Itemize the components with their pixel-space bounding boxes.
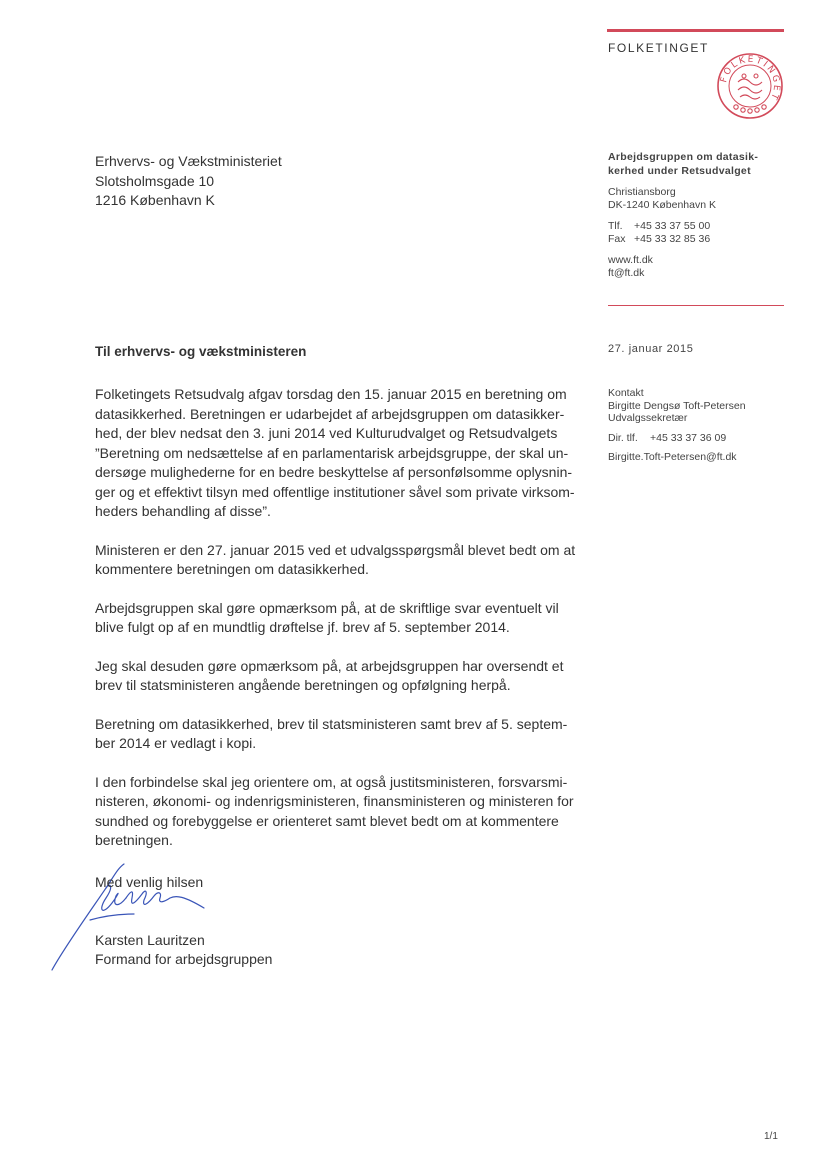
- header-accent-bar: [607, 29, 784, 32]
- sender-address-line2: DK-1240 København K: [608, 199, 716, 211]
- folketinget-seal-icon: [716, 52, 784, 120]
- signatory-name: Karsten Lauritzen: [95, 931, 205, 948]
- letter-paragraph: Arbejdsgruppen skal gøre opmærksom på, at de skriftlige svar eventuelt vil blive fulgt op af en mundtlig drøftelse jf. brev af 5. september 2014.: [95, 599, 559, 635]
- fax-label: Fax: [608, 233, 626, 245]
- sender-name-line2: kerhed under Retsudvalget: [608, 165, 751, 177]
- signatory-title: Formand for arbejdsgruppen: [95, 951, 273, 967]
- recipient-name: Erhvervs- og Vækstministeriet: [95, 153, 282, 169]
- svg-text:FOLKETINGET: FOLKETINGET: [719, 54, 782, 103]
- letter-paragraph: Folketingets Retsudvalg afgav torsdag den 15. januar 2015 en beretning om datasikkerhed. Beretningen er udarbejdet af arbejdsgruppen om datasikker-hed, der blev nedsat den 3. juni 2014 ved Kulturudvalget og Retsudvalgets ”Beretning om nedsættelse af en parlamentarisk arbejdsgruppe, der skal un-dersøge mulighederne for en bedre beskyttelse af personfølsomme oplysnin-ger og et effektivt tilsyn med offentlige institutioner såvel som private virksom-heders behandling af disse”.: [95, 386, 575, 519]
- sender-email-link[interactable]: ft@ft.dk: [608, 267, 645, 279]
- contact-phone-value: +45 33 37 36 09: [650, 431, 727, 444]
- sidebar-divider: [608, 305, 784, 306]
- page-number: 1/1: [764, 1131, 778, 1142]
- contact-label: Kontakt: [608, 387, 644, 399]
- letter-heading: Til erhvervs- og vækstministeren: [95, 344, 307, 359]
- sender-website-link[interactable]: www.ft.dk: [608, 254, 653, 266]
- contact-phone-row: [608, 432, 746, 445]
- contact-phone-label: Dir. tlf.: [608, 431, 638, 444]
- sender-name-line1: Arbejdsgruppen om datasik-: [608, 151, 759, 163]
- organization-name: FOLKETINGET: [608, 41, 709, 55]
- phone-label: Tlf.: [608, 220, 623, 232]
- closing-salutation: Med venlig hilsen: [95, 874, 204, 890]
- sender-phone-row: [608, 220, 788, 233]
- recipient-address: [95, 152, 282, 211]
- recipient-street: Slotsholmsgade 10: [95, 172, 215, 189]
- contact-email-link[interactable]: Birgitte.Toft-Petersen@ft.dk: [608, 451, 737, 463]
- letter-paragraph: Jeg skal desuden gøre opmærksom på, at arbejdsgruppen har oversendt et brev til statsministeren angående beretningen og opfølgning herpå.: [95, 657, 564, 693]
- letter-paragraph: Ministeren er den 27. januar 2015 ved et udvalgsspørgsmål blevet bedt om at kommentere beretningen om datasikkerhed.: [95, 541, 576, 577]
- recipient-city: 1216 København K: [95, 192, 215, 208]
- fax-value: +45 33 32 85 36: [634, 233, 711, 245]
- contact-role: Udvalgssekretær: [608, 412, 688, 424]
- contact-name: Birgitte Dengsø Toft-Petersen: [608, 399, 746, 412]
- letter-paragraph: Beretning om datasikkerhed, brev til statsministeren samt brev af 5. septem-ber 2014 er vedlagt i kopi.: [95, 715, 568, 751]
- sender-address-line1: Christiansborg: [608, 186, 676, 198]
- letter-body: [95, 385, 585, 870]
- letter-date: 27. januar 2015: [608, 343, 694, 355]
- sender-fax-row: [608, 233, 788, 246]
- contact-info: [608, 387, 746, 464]
- sender-info: [608, 150, 788, 280]
- letter-paragraph: I den forbindelse skal jeg orientere om, at også justitsministeren, forsvarsmi-nisteren, økonomi- og indenrigsministeren, finansministeren og ministeren for sundhed og forebyggelse er orienteret samt blevet bedt om at kommentere beretningen.: [95, 773, 574, 848]
- letter-closing: [95, 873, 272, 970]
- phone-value: +45 33 37 55 00: [634, 220, 711, 232]
